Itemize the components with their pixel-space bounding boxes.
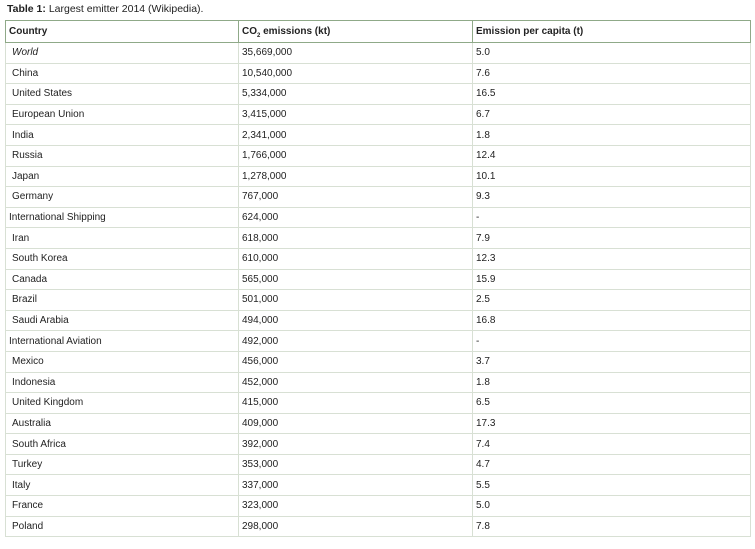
cell-per-capita: - [473, 331, 751, 352]
table-row [6, 475, 751, 496]
table-row [6, 393, 751, 414]
cell-per-capita: 1.8 [473, 372, 751, 393]
cell-country: Germany [6, 187, 239, 208]
cell-emissions: 492,000 [239, 331, 473, 352]
cell-emissions: 1,278,000 [239, 166, 473, 187]
cell-emissions: 624,000 [239, 207, 473, 228]
table-header-row [6, 21, 751, 43]
cell-emissions: 618,000 [239, 228, 473, 249]
cell-country: European Union [6, 104, 239, 125]
cell-emissions: 3,415,000 [239, 104, 473, 125]
header-emissions [239, 21, 473, 43]
table-row [6, 125, 751, 146]
cell-per-capita: 7.4 [473, 434, 751, 455]
emissions-table [5, 20, 751, 537]
cell-country: Saudi Arabia [6, 310, 239, 331]
cell-per-capita: 12.4 [473, 145, 751, 166]
cell-emissions: 415,000 [239, 393, 473, 414]
cell-per-capita: 17.3 [473, 413, 751, 434]
table-body [6, 43, 751, 537]
table-row [6, 290, 751, 311]
cell-emissions: 2,341,000 [239, 125, 473, 146]
cell-per-capita: 2.5 [473, 290, 751, 311]
cell-emissions: 565,000 [239, 269, 473, 290]
table-caption [7, 3, 203, 16]
header-emissions-suffix: emissions (kt) [260, 26, 331, 37]
cell-country: South Korea [6, 248, 239, 269]
cell-country: South Africa [6, 434, 239, 455]
cell-country: World [6, 43, 239, 64]
cell-country: China [6, 63, 239, 84]
cell-emissions: 1,766,000 [239, 145, 473, 166]
cell-country: Poland [6, 516, 239, 537]
cell-per-capita: 16.8 [473, 310, 751, 331]
table-row [6, 454, 751, 475]
table-row [6, 104, 751, 125]
cell-per-capita: 7.8 [473, 516, 751, 537]
table-row [6, 84, 751, 105]
cell-emissions: 353,000 [239, 454, 473, 475]
cell-per-capita: 6.5 [473, 393, 751, 414]
cell-per-capita: 16.5 [473, 84, 751, 105]
cell-emissions: 5,334,000 [239, 84, 473, 105]
table-row [6, 331, 751, 352]
cell-emissions: 298,000 [239, 516, 473, 537]
table-row [6, 228, 751, 249]
cell-emissions: 409,000 [239, 413, 473, 434]
cell-country: Australia [6, 413, 239, 434]
table-row [6, 43, 751, 64]
table-row [6, 248, 751, 269]
cell-country: Russia [6, 145, 239, 166]
cell-emissions: 337,000 [239, 475, 473, 496]
cell-country: Indonesia [6, 372, 239, 393]
header-emissions-prefix: CO [242, 26, 257, 37]
cell-country: International Aviation [6, 331, 239, 352]
cell-country: United Kingdom [6, 393, 239, 414]
cell-per-capita: 1.8 [473, 125, 751, 146]
cell-per-capita: 9.3 [473, 187, 751, 208]
table-row [6, 145, 751, 166]
table-row [6, 187, 751, 208]
cell-emissions: 452,000 [239, 372, 473, 393]
cell-emissions: 610,000 [239, 248, 473, 269]
cell-country: France [6, 496, 239, 517]
cell-country: India [6, 125, 239, 146]
cell-country: Turkey [6, 454, 239, 475]
table-row [6, 63, 751, 84]
table-row [6, 166, 751, 187]
table-caption-label: Table 1: [7, 3, 46, 15]
cell-emissions: 767,000 [239, 187, 473, 208]
cell-emissions: 392,000 [239, 434, 473, 455]
cell-country: Canada [6, 269, 239, 290]
cell-country: United States [6, 84, 239, 105]
cell-per-capita: 12.3 [473, 248, 751, 269]
table-row [6, 516, 751, 537]
cell-emissions: 501,000 [239, 290, 473, 311]
cell-country: Mexico [6, 351, 239, 372]
cell-per-capita: 5.0 [473, 496, 751, 517]
table-row [6, 434, 751, 455]
cell-per-capita: 7.9 [473, 228, 751, 249]
cell-country: Italy [6, 475, 239, 496]
cell-per-capita: 15.9 [473, 269, 751, 290]
cell-country: Japan [6, 166, 239, 187]
cell-emissions: 494,000 [239, 310, 473, 331]
cell-per-capita: 10.1 [473, 166, 751, 187]
cell-country: International Shipping [6, 207, 239, 228]
cell-per-capita: 5.5 [473, 475, 751, 496]
table-row [6, 207, 751, 228]
cell-emissions: 35,669,000 [239, 43, 473, 64]
table-row [6, 413, 751, 434]
cell-per-capita: 5.0 [473, 43, 751, 64]
cell-emissions: 323,000 [239, 496, 473, 517]
cell-per-capita: 7.6 [473, 63, 751, 84]
table-row [6, 310, 751, 331]
table-row [6, 269, 751, 290]
cell-country: Iran [6, 228, 239, 249]
cell-emissions: 456,000 [239, 351, 473, 372]
header-country: Country [6, 21, 239, 43]
table-row [6, 351, 751, 372]
header-per-capita: Emission per capita (t) [473, 21, 751, 43]
cell-per-capita: - [473, 207, 751, 228]
table-row [6, 496, 751, 517]
cell-per-capita: 6.7 [473, 104, 751, 125]
header-emissions-subscript: 2 [257, 33, 261, 39]
cell-emissions: 10,540,000 [239, 63, 473, 84]
cell-per-capita: 3.7 [473, 351, 751, 372]
table-caption-text: Largest emitter 2014 (Wikipedia). [45, 3, 204, 15]
cell-country: Brazil [6, 290, 239, 311]
cell-per-capita: 4.7 [473, 454, 751, 475]
table-row [6, 372, 751, 393]
